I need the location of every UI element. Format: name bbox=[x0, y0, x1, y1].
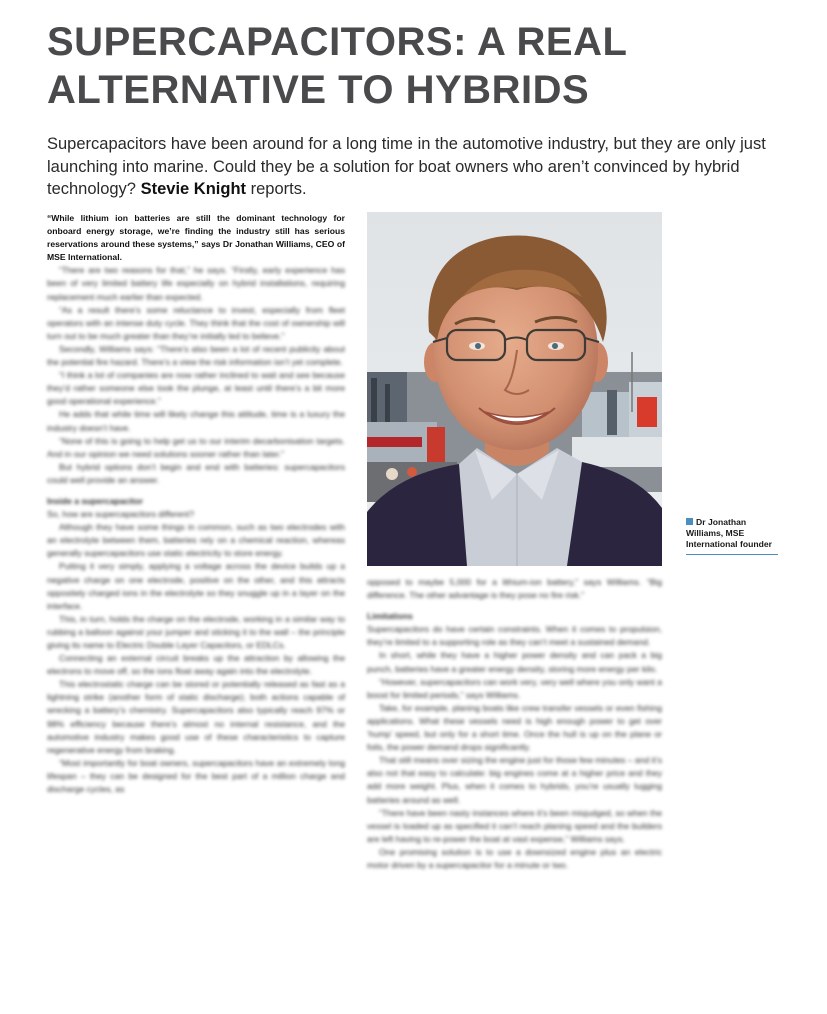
body-paragraph: One promising solution is to use a downsized engine plus an electric motor driven by a supercapacitor for a minute or two. bbox=[367, 846, 662, 870]
headline-line-1: SUPERCAPACITORS: A REAL bbox=[47, 20, 628, 64]
body-paragraph: He adds that while time will likely change this attitude, time is a luxury the industry doesn’t have. bbox=[47, 409, 345, 433]
body-paragraph: Although they have some things in common, such as two electrodes with an electrolyte between them, batteries rely on a chemical reaction, whereas generally supercapacitors use static electricity to store energy. bbox=[47, 522, 345, 559]
body-paragraph: “There have been nasty instances where it’s been misjudged, so when the vessel is loaded up as specified it can’t reach planing speed and the builders are left having to re-power the boat at vast expense,” Williams says. bbox=[367, 807, 662, 844]
body-paragraph: “Most importantly for boat owners, supercapacitors have an extremely long lifespan – they can be designed for the best part of a million charge and discharge cycles, as bbox=[47, 757, 345, 795]
headline-line-2: ALTERNATIVE TO HYBRIDS bbox=[47, 68, 590, 112]
body-column-left bbox=[47, 212, 345, 796]
caption-marker bbox=[686, 518, 693, 525]
standfirst-suffix: reports. bbox=[246, 180, 307, 198]
subheading-limitations: Limitations bbox=[367, 611, 413, 622]
standfirst bbox=[47, 133, 782, 201]
body-column-right bbox=[367, 576, 662, 872]
headline bbox=[47, 18, 787, 114]
photo-caption bbox=[686, 517, 778, 555]
lead-paragraph: “While lithium ion batteries are still the dominant technology for onboard energy storage, we’re finding the industry still has serious reservations around these systems,” says Dr Jonathan Williams, CEO of MSE International. bbox=[47, 213, 345, 263]
blurred-body-left bbox=[47, 264, 345, 796]
body-paragraph: This, in turn, holds the charge on the electrode, working in a similar way to rubbing a balloon against your jumper and sticking it to the wall – the principle giving its name to Electric Double Layer Capacitors, or EDLCs. bbox=[47, 613, 345, 650]
body-paragraph: But hybrid options don’t begin and end with batteries: supercapacitors could well provide an answer. bbox=[47, 461, 345, 485]
portrait-illustration bbox=[367, 212, 662, 566]
body-paragraph: “However, supercapacitors can work very, very well where you only want a boost for limited periods,” says Williams. bbox=[367, 676, 662, 700]
subheading-inside-supercapacitor: Inside a supercapacitor bbox=[47, 495, 143, 506]
body-paragraph: This electrostatic charge can be stored or potentially released as fast as a lightning strike (another form of static discharge); both actions capable of wrecking a battery’s chemistry. Supercapacitors also typically reach 97% or 98% efficiency because there’s almost no internal resistance, and the automotive industry makes good use of these characteristics to capture regenerative energy from braking. bbox=[47, 679, 345, 755]
body-paragraph: opposed to maybe 5,000 for a lithium-ion battery,” says Williams. “Big difference. The other advantage is they pose no fire risk.” bbox=[367, 577, 662, 601]
body-paragraph: “As a result there’s some reluctance to invest, especially from fleet operators with an intense duty cycle. They think that the cost of ownership will turn out to be much greater than they’re initially led to believe.” bbox=[47, 304, 345, 341]
portrait-photo bbox=[367, 212, 662, 566]
standfirst-text: Supercapacitors have been around for a long time in the automotive industry, but they are only just launching into marine. Could they be a solution for boat owners who aren’t convinced by hybrid technology? bbox=[47, 135, 766, 198]
body-paragraph: Connecting an external circuit breaks up the attraction by allowing the electrons to move off, so the ions float away again into the electrolyte. bbox=[47, 653, 345, 677]
body-paragraph: So, how are supercapacitors different? bbox=[47, 509, 194, 520]
body-paragraph: Secondly, Williams says: “There’s also been a lot of recent publicity about the potential fire hazard. There’s a view the risk information isn’t yet complete. bbox=[47, 343, 345, 368]
body-paragraph: Putting it very simply, applying a voltage across the device builds up a negative charge on one electrode, positive on the other, and this attracts oppositely charged ions in the electrolyte so they snuggle up in a layer on the interface. bbox=[47, 561, 345, 611]
body-paragraph: In short, while they have a higher power density and can pack a big punch, batteries have a greater energy density, storing more energy per kilo. bbox=[367, 650, 662, 674]
body-paragraph: “None of this is going to help get us to our interim decarbonisation targets. And in our opinion we need solutions sooner rather than later.” bbox=[47, 435, 345, 459]
body-paragraph: That still means over sizing the engine just for those few minutes – and it’s also not that easy to calculate: big engines come at a higher price and they add more weight. Plus, when it comes to hybrids, you’re usually lugging batteries around as well. bbox=[367, 755, 662, 805]
blurred-body-right bbox=[367, 576, 662, 872]
body-paragraph: Take, for example, planing boats like crew transfer vessels or even fishing applications. What these vessels need is high enough power to get over ‘hump’ speed, but only for a short time. Once the hull is up on the plane or foils, the power demand drops significantly. bbox=[367, 702, 662, 753]
body-paragraph: “There are two reasons for that,” he says. “Firstly, early experience has been of very limited battery life especially on hybrid installations, requiring replacement much earlier than expected. bbox=[47, 265, 345, 302]
body-paragraph: “I think a lot of companies are now rather inclined to wait and see because they’d rather someone else took the plunge, at least until there’s a bit more good operational experience.” bbox=[47, 370, 345, 407]
caption-text: Dr Jonathan Williams, MSE International founder bbox=[686, 517, 772, 549]
body-paragraph: Supercapacitors do have certain constraints. When it comes to propulsion, they’re limited to a supporting role as they can’t meet a sustained demand. bbox=[367, 624, 662, 648]
standfirst-author: Stevie Knight bbox=[140, 180, 247, 198]
